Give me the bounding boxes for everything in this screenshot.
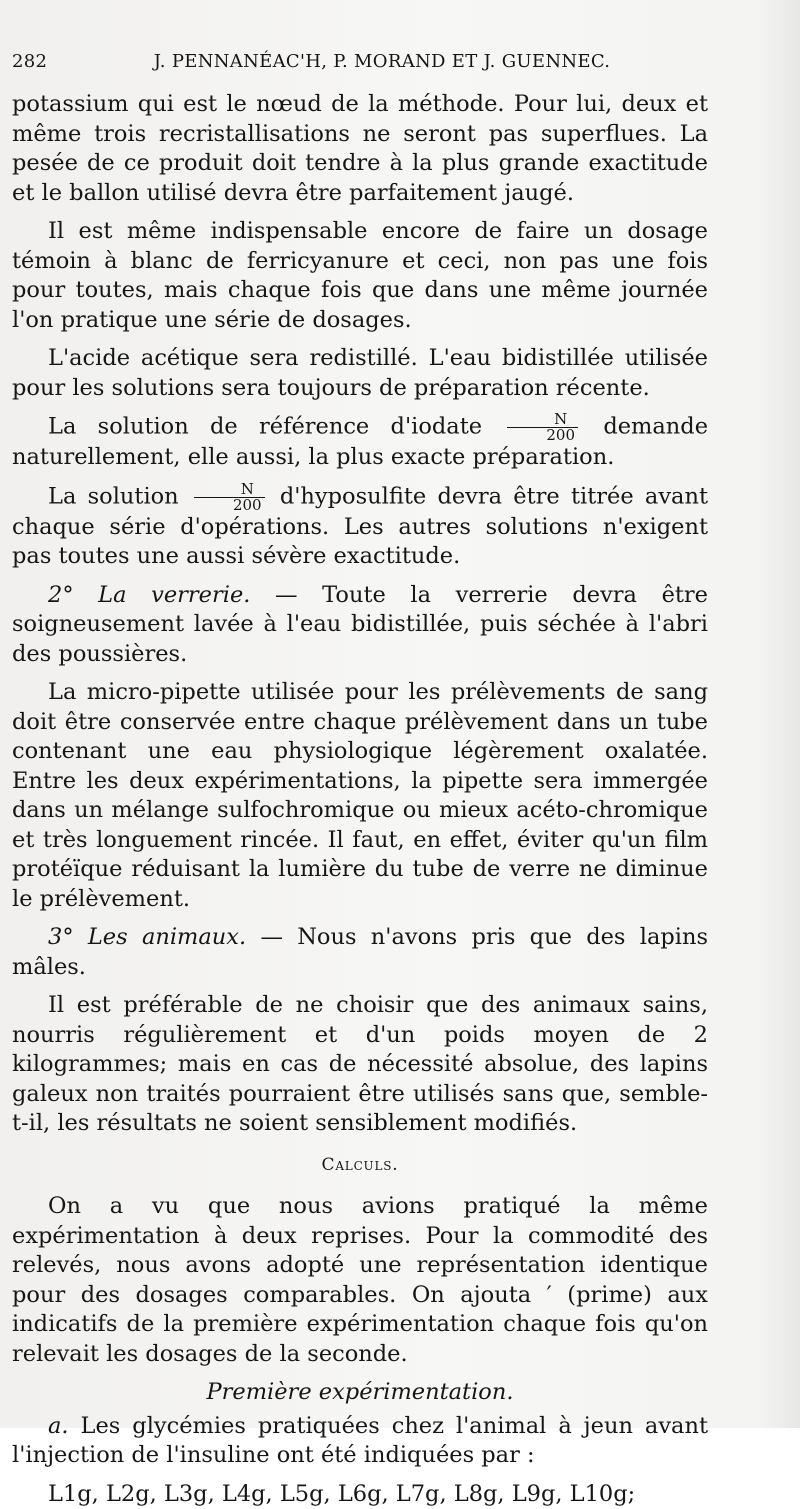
page-edge-shadow bbox=[760, 0, 800, 1428]
glycemies-text: Les glycémies pratiquées chez l'animal à jeun avant l'injection de l'insuline ont été indiquées par : bbox=[12, 1413, 708, 1469]
paragraph-animaux bbox=[12, 923, 708, 982]
glycemies-label: a. bbox=[48, 1413, 69, 1439]
fraction-hyposulfite bbox=[194, 482, 265, 513]
paragraph-acide-acetique: L'acide acétique sera redistillé. L'eau bidistillée utilisée pour les solutions sera toujours de préparation récente. bbox=[12, 344, 708, 403]
fraction-iodate bbox=[507, 412, 578, 443]
paragraph-verrerie bbox=[12, 581, 708, 670]
paragraph-potassium: potassium qui est le nœud de la méthode. Pour lui, deux et même trois recristallisations ne seront pas superflues. La pesée de ce produit doit tendre à la plus grande exactitude et le ballon utilisé devra être parfaitement jaugé. bbox=[12, 90, 708, 208]
paragraph-hyposulfite-start: La solution bbox=[48, 483, 179, 509]
paragraph-hyposulfite bbox=[12, 482, 708, 572]
section-heading-calculs: Calculs. bbox=[12, 1151, 708, 1181]
fraction-denominator: 200 bbox=[507, 428, 578, 443]
paragraph-iodate bbox=[12, 412, 708, 473]
paragraph-hyposulfite-end: d'hyposulfite devra être titrée avant chaque série d'opérations. Les autres solutions n'exigent pas toutes une aussi sévère exactitude. bbox=[12, 483, 708, 569]
fraction-numerator: N bbox=[194, 482, 265, 498]
paragraph-glycemies bbox=[12, 1412, 708, 1471]
fraction-denominator: 200 bbox=[194, 498, 265, 513]
subheading-premiere-experimentation: Première expérimentation. bbox=[12, 1378, 708, 1408]
paragraph-calculs: On a vu que nous avions pratiqué la même expérimentation à deux reprises. Pour la commodité des relevés, nous avons adopté une représentation identique pour des dosages comparables. On ajouta ′ (prime) aux indicatifs de la première expérimentation chaque fois qu'on relevait les dosages de la seconde. bbox=[12, 1192, 708, 1369]
paragraph-micro-pipette: La micro-pipette utilisée pour les prélèvements de sang doit être conservée entre chaque prélèvement dans un tube contenant une eau physiologique légèrement oxalatée. Entre les deux expérimentations, la pipette sera immergée dans un mélange sulfochromique ou mieux acéto-chromique et très longuement rincée. Il faut, en effet, éviter qu'un film protéïque réduisant la lumière du tube de verre ne diminue le prélèvement. bbox=[12, 678, 708, 914]
running-title: J. PENNANÉAC'H, P. MORAND ET J. GUENNEC. bbox=[12, 48, 752, 76]
page-header bbox=[12, 48, 752, 76]
animaux-text: — Nous n'avons pris que des lapins mâles. bbox=[12, 924, 708, 980]
paragraph-indicatifs: L1g, L2g, L3g, L4g, L5g, L6g, L7g, L8g, L9g, L10g; bbox=[12, 1480, 708, 1509]
paragraph-iodate-start: La solution de référence d'iodate bbox=[48, 414, 482, 440]
verrerie-text: — Toute la verrerie devra être soigneusement lavée à l'eau bidistillée, puis séchée à l'abri des poussières. bbox=[12, 582, 708, 667]
paragraph-ferricyanure: Il est même indispensable encore de faire un dosage témoin à blanc de ferricyanure et ceci, non pas une fois pour toutes, mais chaque fois que dans une même journée l'on pratique une série de dosages. bbox=[12, 217, 708, 335]
paragraph-iodate-end: demande naturellement, elle aussi, la plus exacte préparation. bbox=[12, 414, 708, 471]
page-number: 282 bbox=[12, 48, 47, 76]
document-body bbox=[12, 90, 708, 1509]
paragraph-animaux-sains: Il est préférable de ne choisir que des animaux sains, nourris régulièrement et d'un poids moyen de 2 kilogrammes; mais en cas de nécessité absolue, des lapins galeux non traités pourraient être utilisés sans que, semble-t-il, les résultats ne soient sensiblement modifiés. bbox=[12, 991, 708, 1139]
fraction-numerator: N bbox=[507, 412, 578, 428]
verrerie-label: 2° La verrerie. bbox=[48, 582, 250, 608]
animaux-label: 3° Les animaux. bbox=[48, 924, 246, 950]
